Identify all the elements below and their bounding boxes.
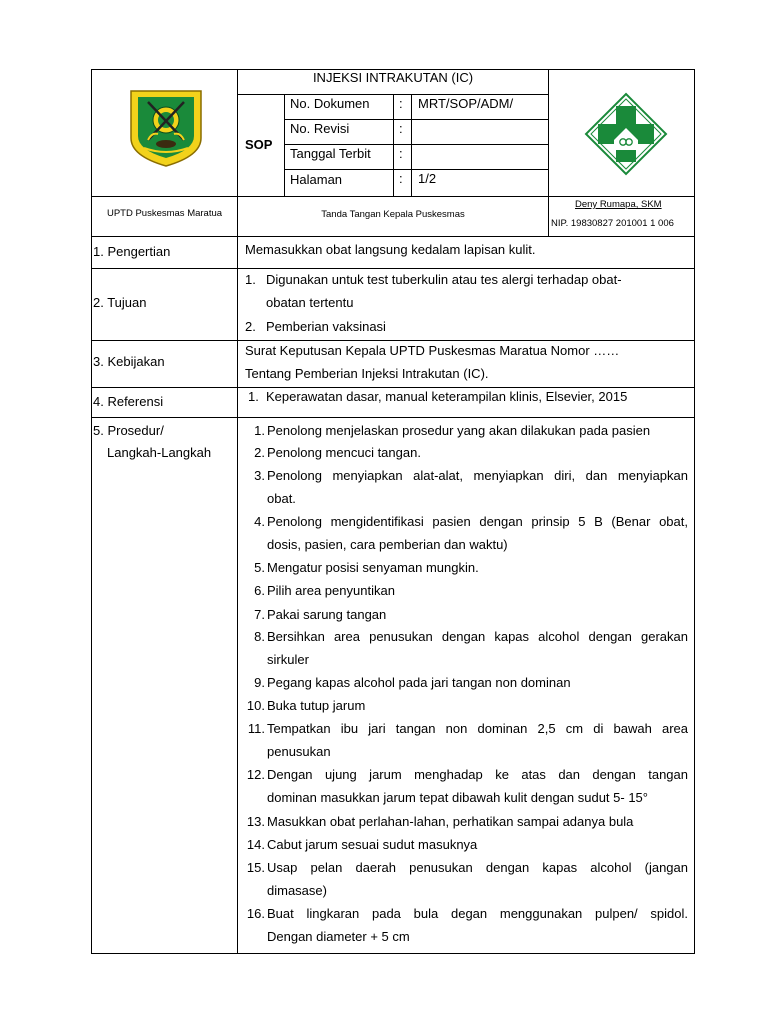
signature-label: Tanda Tangan Kepala Puskesmas bbox=[321, 209, 465, 220]
step-number: 3. bbox=[254, 468, 265, 483]
step-number: 16. bbox=[246, 906, 265, 921]
step-text: Tempatkan ibu jari tangan non dominan 2,5 cm di bawah area bbox=[267, 721, 688, 736]
sop-label: SOP bbox=[245, 137, 273, 152]
pengertian-text: Memasukkan obat langsung kedalam lapisan kulit. bbox=[245, 242, 536, 257]
section-label-pengertian: 1. Pengertian bbox=[93, 244, 171, 259]
step-text: Mengatur posisi senyaman mungkin. bbox=[267, 560, 479, 575]
step-text: Penolong mengidentifikasi pasien dengan prinsip 5 B (Benar obat, bbox=[267, 514, 688, 529]
tujuan-item-num: 1. bbox=[245, 272, 256, 287]
section-label-langkah: Langkah-Langkah bbox=[107, 445, 212, 460]
meta-sep: : bbox=[399, 146, 403, 161]
meta-label-halaman: Halaman bbox=[290, 172, 343, 187]
step-text: obat. bbox=[267, 491, 296, 506]
step-text: Masukkan obat perlahan-lahan, perhatikan sampai adanya bula bbox=[267, 814, 634, 829]
step-number: 6. bbox=[254, 583, 265, 598]
regency-emblem-logo bbox=[128, 88, 204, 168]
step-text: Penolong mencuci tangan. bbox=[267, 445, 421, 460]
step-text: Pegang kapas alcohol pada jari tangan non dominan bbox=[267, 675, 571, 690]
tujuan-item-num: 2. bbox=[245, 319, 256, 334]
meta-sep: : bbox=[399, 171, 403, 186]
section-label-referensi: 4. Referensi bbox=[93, 394, 164, 409]
step-text: Buka tutup jarum bbox=[267, 698, 366, 713]
step-text: Dengan ujung jarum menghadap ke atas dan dengan tangan bbox=[267, 767, 688, 782]
step-number: 14. bbox=[246, 837, 265, 852]
section-label-prosedur: 5. Prosedur/ bbox=[93, 423, 164, 438]
step-text: dominan masukkan jarum tepat dibawah kulit dengan sudut 5- 15° bbox=[267, 790, 648, 805]
signer-name: Deny Rumapa, SKM bbox=[575, 199, 662, 210]
step-number: 13. bbox=[246, 814, 265, 829]
step-number: 15. bbox=[246, 860, 265, 875]
referensi-item-text: Keperawatan dasar, manual keterampilan klinis, Elsevier, 2015 bbox=[266, 389, 628, 404]
tujuan-item-text: Digunakan untuk test tuberkulin atau tes alergi terhadap obat- bbox=[266, 272, 622, 287]
organization-name: UPTD Puskesmas Maratua bbox=[106, 208, 223, 219]
meta-label-tanggal-terbit: Tanggal Terbit bbox=[290, 146, 371, 161]
step-text: penusukan bbox=[267, 744, 331, 759]
step-text: Buat lingkaran pada bula degan menggunakan pulpen/ spidol. bbox=[267, 906, 688, 921]
tujuan-item-text: Pemberian vaksinasi bbox=[266, 319, 386, 334]
step-text: Dengan diameter + 5 cm bbox=[267, 929, 410, 944]
step-text: Pilih area penyuntikan bbox=[267, 583, 395, 598]
document-title: INJEKSI INTRAKUTAN (IC) bbox=[312, 70, 474, 85]
step-number: 4. bbox=[254, 514, 265, 529]
step-text: sirkuler bbox=[267, 652, 309, 667]
step-text: Pakai sarung tangan bbox=[267, 607, 387, 622]
step-number: 7. bbox=[254, 607, 265, 622]
step-number: 11. bbox=[247, 721, 265, 736]
kebijakan-line: Tentang Pemberian Injeksi Intrakutan (IC). bbox=[245, 366, 489, 381]
step-number: 9. bbox=[254, 675, 265, 690]
step-text: Bersihkan area penusukan dengan kapas alcohol dengan gerakan bbox=[267, 629, 688, 644]
step-number: 12. bbox=[246, 767, 265, 782]
step-number: 5. bbox=[254, 560, 265, 575]
step-number: 1. bbox=[254, 423, 265, 438]
step-text: dosis, pasien, cara pemberian dan waktu) bbox=[267, 537, 508, 552]
step-text: Usap pelan daerah penusukan dengan kapas alcohol (jangan bbox=[267, 860, 688, 875]
meta-sep: : bbox=[399, 96, 403, 111]
step-number: 10. bbox=[246, 698, 265, 713]
meta-label-no-revisi: No. Revisi bbox=[290, 121, 350, 136]
section-label-kebijakan: 3. Kebijakan bbox=[93, 354, 165, 369]
puskesmas-logo bbox=[584, 92, 668, 176]
meta-value-halaman: 1/2 bbox=[418, 171, 437, 186]
step-number: 8. bbox=[254, 629, 265, 644]
kebijakan-line: Surat Keputusan Kepala UPTD Puskesmas Maratua Nomor …… bbox=[245, 343, 620, 358]
referensi-item-num: 1. bbox=[248, 389, 259, 404]
tujuan-item-text: obatan tertentu bbox=[266, 295, 354, 310]
signer-nip: NIP. 19830827 201001 1 006 bbox=[551, 218, 674, 229]
step-text: Cabut jarum sesuai sudut masuknya bbox=[267, 837, 478, 852]
step-text: Penolong menyiapkan alat-alat, menyiapkan diri, dan menyiapkan bbox=[267, 468, 688, 483]
step-text: dimasase) bbox=[267, 883, 327, 898]
meta-label-no-dokumen: No. Dokumen bbox=[290, 96, 370, 111]
step-number: 2. bbox=[254, 445, 265, 460]
meta-value-no-dokumen: MRT/SOP/ADM/ bbox=[418, 96, 514, 111]
meta-sep: : bbox=[399, 121, 403, 136]
section-label-tujuan: 2. Tujuan bbox=[93, 295, 147, 310]
step-text: Penolong menjelaskan prosedur yang akan dilakukan pada pasien bbox=[267, 423, 651, 438]
